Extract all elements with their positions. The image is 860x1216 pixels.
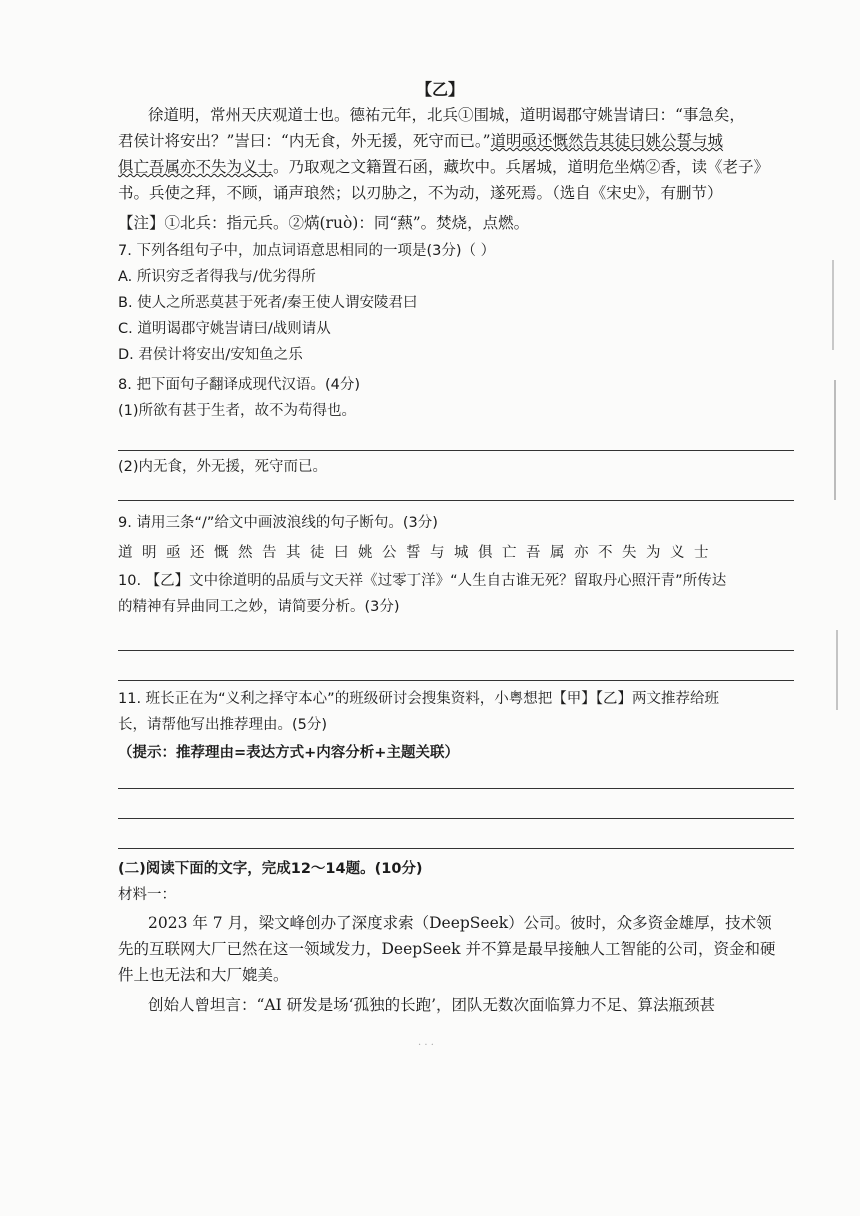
question-9-sentence: 道明亟还慨然告其徒曰姚公誓与城俱亡吾属亦不失为义士 [118, 545, 718, 561]
question-7-option-b: B. 使人之所恶莫甚于死者/秦王使人谓安陵君曰 [118, 295, 418, 311]
passage-line-1: 徐道明，常州天庆观道士也。德祐元年，北兵①围城，道明谒郡守姚訔请曰：“事急矣， [148, 106, 745, 124]
passage-line-3 [118, 156, 769, 178]
section-title: 【乙】 [416, 80, 465, 99]
scan-artifact [836, 630, 838, 710]
page-footer-mark: · · · [418, 1040, 434, 1051]
question-11-line-2: 长，请帮他写出推荐理由。(5分) [118, 717, 328, 733]
question-7-stem: 7. 下列各组句子中，加点词语意思相同的一项是(3分)（ ） [118, 243, 496, 259]
scan-artifact [832, 260, 834, 350]
passage-line-3-plain: 。乃取观之文籍置石函，藏坎中。兵屠城，道明危坐焫②香，读《老子》 [273, 158, 770, 176]
material-paragraph-1-line-2: 先的互联网大厂已然在这一领域发力，DeepSeek 并不算是最早接触人工智能的公司，资金和硬 [118, 940, 776, 958]
answer-line [118, 650, 794, 651]
answer-line [118, 450, 794, 451]
question-8-sentence-1: (1)所欲有甚于生者，故不为苟得也。 [118, 403, 357, 419]
passage-line-2-plain: 君侯计将安出？”訔曰：“内无食，外无援，死守而已。” [118, 132, 491, 150]
passage-line-4: 书。兵使之拜，不顾，诵声琅然；以刃胁之，不为动，遂死焉。（选自《宋史》，有删节） [118, 184, 723, 202]
material-paragraph-1-line-1: 2023 年 7 月，梁文峰创办了深度求索（DeepSeek）公司。彼时，众多资金雄厚，技术领 [148, 914, 772, 932]
part-2-heading: (二)阅读下面的文字，完成12～14题。(10分) [118, 861, 423, 877]
answer-line [118, 680, 794, 681]
question-11-line-1: 11. 班长正在为“义利之择守本心”的班级研讨会搜集资料，小粤想把【甲】【乙】两文推荐给班 [118, 691, 719, 707]
question-10-line-1: 10. 【乙】文中徐道明的品质与文天祥《过零丁洋》“人生自古谁无死？留取丹心照汗青”所传达 [118, 573, 727, 589]
question-7-option-c: C. 道明谒郡守姚訔请曰/战则请从 [118, 321, 331, 337]
wavy-sentence-part-1: 道明亟还慨然告其徒曰姚公誓与城 [490, 132, 724, 150]
annotation-note: 【注】①北兵：指元兵。②焫(ruò)：同“爇”。焚烧，点燃。 [118, 214, 530, 232]
question-11-hint: （提示：推荐理由=表达方式+内容分析+主题关联） [118, 745, 459, 761]
question-8-sentence-2: (2)内无食，外无援，死守而已。 [118, 459, 328, 475]
scan-artifact [834, 380, 836, 500]
answer-line [118, 848, 794, 849]
passage-line-2 [118, 130, 723, 152]
material-label: 材料一： [118, 887, 176, 903]
answer-line [118, 788, 794, 789]
material-paragraph-2-line-1: 创始人曾坦言：“AI 研发是场‘孤独的长跑’，团队无数次面临算力不足、算法瓶颈甚 [148, 996, 716, 1014]
question-8-stem: 8. 把下面句子翻译成现代汉语。(4分) [118, 377, 360, 393]
question-7-option-d: D. 君侯计将安出/安知鱼之乐 [118, 347, 303, 363]
answer-line [118, 818, 794, 819]
answer-line [118, 500, 794, 501]
question-7-option-a: A. 所识穷乏者得我与/优劣得所 [118, 269, 316, 285]
material-paragraph-1-line-3: 件上也无法和大厂媲美。 [118, 966, 289, 984]
question-9-stem: 9. 请用三条“/”给文中画波浪线的句子断句。(3分) [118, 515, 438, 531]
wavy-sentence-part-2: 俱亡吾属亦不失为义士 [118, 158, 274, 176]
question-10-line-2: 的精神有异曲同工之妙，请简要分析。(3分) [118, 599, 400, 615]
